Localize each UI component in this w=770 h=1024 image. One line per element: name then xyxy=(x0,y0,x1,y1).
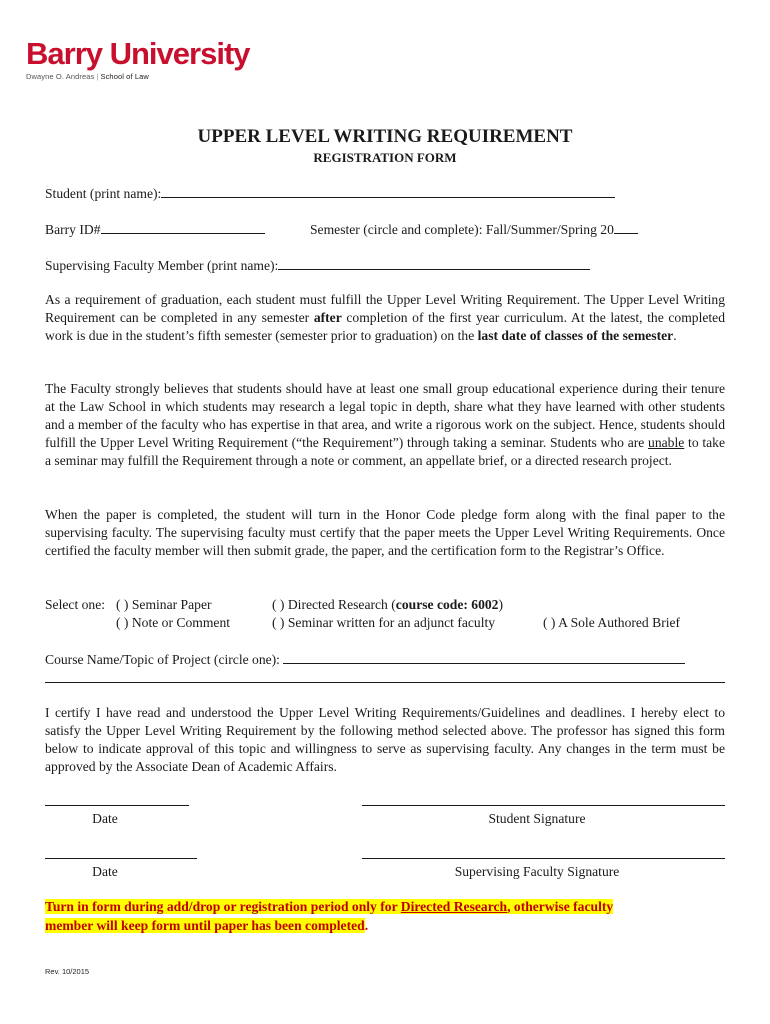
para1-last-date: last date of classes of the semester xyxy=(477,328,674,343)
page-subtitle: REGISTRATION FORM xyxy=(313,150,457,165)
date-line-1[interactable] xyxy=(45,805,189,806)
option-directed-research[interactable] xyxy=(272,596,503,614)
notice-directed-research: Directed Research xyxy=(400,899,508,914)
logo-school: School of Law xyxy=(100,72,149,81)
student-name-label: Student (print name): xyxy=(45,186,162,201)
para2-text-a: The Faculty strongly believes that students should have at least one small group educational experience during their tenure at the Law School in which students may research a legal topic in depth, share what they have learned with other students and a member of the faculty who has expertise in that area, and write a rigorous work on the subject. Hence, students should fulfill the Upper Level Writing Requirement (“the Requirement”) through taking a seminar. Students who are xyxy=(45,381,725,450)
directed-research-close: ) xyxy=(498,597,504,612)
supervising-faculty-line[interactable] xyxy=(278,256,590,270)
completion-paragraph: When the paper is completed, the student will turn in the Honor Code pledge form along with the final paper to the supervising faculty. The supervising faculty must certify that the paper meets the Upper Level Writing Requirements. Once certified the faculty member will then submit grade, the paper, and the certification form to the Registrar’s Office. xyxy=(45,507,725,558)
semester-year-line[interactable] xyxy=(614,220,638,234)
notice-text-c: , otherwise faculty xyxy=(507,899,614,914)
barry-id-label: Barry ID# xyxy=(45,222,101,237)
submission-notice xyxy=(45,898,613,935)
notice-text-a: Turn in form during add/drop or registration period only for xyxy=(45,899,401,914)
option-sole-brief[interactable]: ( ) A Sole Authored Brief xyxy=(543,615,681,630)
notice-line-2: member will keep form until paper has been completed xyxy=(45,917,365,933)
student-name-field[interactable] xyxy=(45,184,615,203)
faculty-paragraph xyxy=(45,380,725,470)
logo-dept: Dwayne O. Andreas xyxy=(26,72,95,81)
date-label-2: Date xyxy=(92,864,118,879)
course-name-line[interactable] xyxy=(283,650,685,664)
para1-after: after xyxy=(313,310,342,325)
logo-separator: | xyxy=(96,72,99,81)
course-name-label: Course Name/Topic of Project (circle one): xyxy=(45,652,284,667)
notice-line-1 xyxy=(45,899,613,914)
barry-id-field[interactable] xyxy=(45,220,265,239)
faculty-signature-line[interactable] xyxy=(362,858,725,859)
barry-id-line[interactable] xyxy=(101,220,265,234)
supervising-faculty-label: Supervising Faculty Member (print name): xyxy=(45,258,279,273)
course-name-line-2[interactable] xyxy=(45,682,725,683)
para1-period: . xyxy=(673,328,677,343)
notice-period: . xyxy=(364,917,369,933)
page-title: UPPER LEVEL WRITING REQUIREMENT xyxy=(197,126,573,147)
logo-subtitle xyxy=(26,72,250,81)
option-adjunct-seminar[interactable]: ( ) Seminar written for an adjunct faculty xyxy=(272,615,496,630)
para1-text-a: As a requirement of graduation, each student must fulfill the Upper Level Writing Requirement. The Upper Level Writing Requirement can be completed in any semester xyxy=(45,292,725,325)
semester-field[interactable] xyxy=(310,220,638,239)
course-code: course code: 6002 xyxy=(395,597,499,612)
para1-text-c: completion of the first year curriculum. At the latest, the completed work is due in the student’s fifth semester (semester prior to graduation) on the xyxy=(45,310,726,343)
student-signature-label: Student Signature xyxy=(488,811,586,826)
student-name-line[interactable] xyxy=(161,184,615,198)
student-signature-line[interactable] xyxy=(362,805,725,806)
faculty-signature-label: Supervising Faculty Signature xyxy=(454,864,620,879)
para2-unable: unable xyxy=(648,435,685,450)
logo-wordmark: Barry University xyxy=(26,36,250,71)
certification-paragraph: I certify I have read and understood the Upper Level Writing Requirements/Guidelines and deadlines. I hereby elect to satisfy the Upper Level Writing Requirement by the following method selected above. The professor has signed this form below to indicate approval of this topic and willingness to serve as supervising faculty. Any changes in the term must be approved by the Associate Dean of Academic Affairs. xyxy=(45,705,725,774)
date-label-1: Date xyxy=(92,811,118,826)
option-note-comment[interactable]: ( ) Note or Comment xyxy=(116,615,231,630)
option-seminar-paper[interactable]: ( ) Seminar Paper xyxy=(116,597,212,612)
date-line-2[interactable] xyxy=(45,858,197,859)
revision-label: Rev. 10/2015 xyxy=(45,967,90,976)
supervising-faculty-field[interactable] xyxy=(45,256,590,275)
requirement-paragraph xyxy=(45,291,725,345)
para2-text-c: to take a seminar may fulfill the Requirement through a note or comment, an appellate brief, or a directed research project. xyxy=(45,435,725,468)
barry-logo xyxy=(26,38,250,81)
semester-label: Semester (circle and complete): Fall/Summer/Spring 20 xyxy=(310,222,614,237)
directed-research-label: ( ) Directed Research ( xyxy=(272,597,396,612)
select-label: Select one: xyxy=(45,597,106,612)
course-name-field[interactable] xyxy=(45,650,685,669)
